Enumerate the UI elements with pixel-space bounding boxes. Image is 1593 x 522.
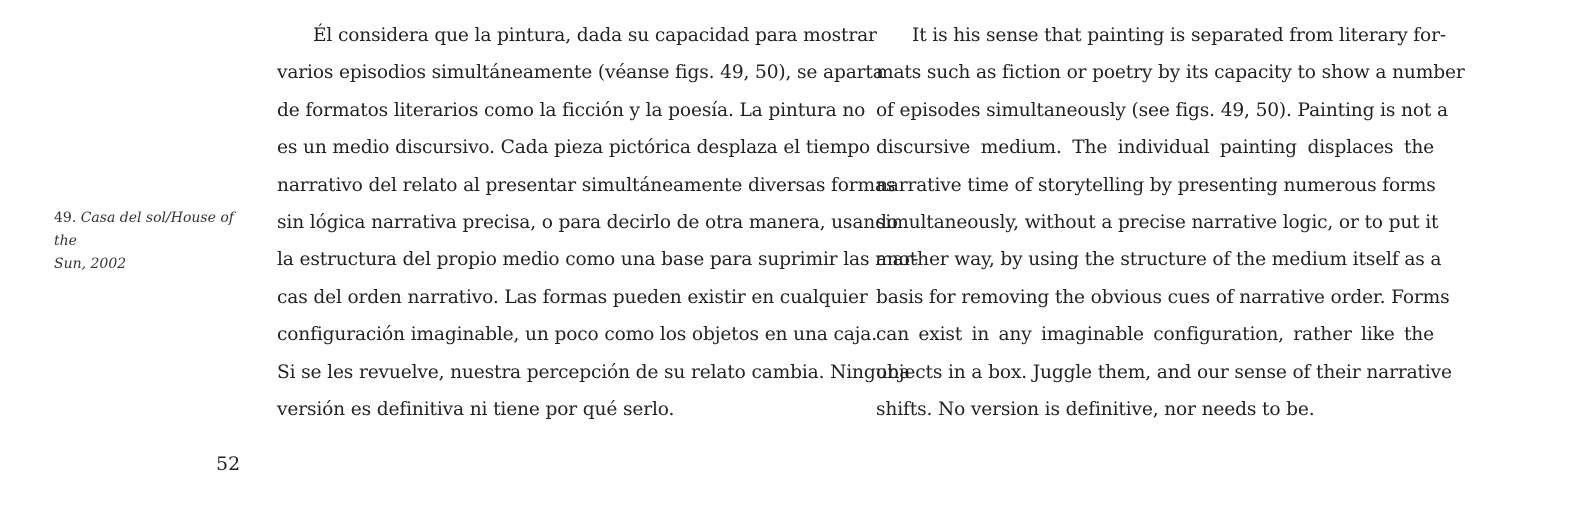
spanish-line: la estructura del propio medio como una base para suprimir las mar- [277, 249, 919, 271]
spanish-line: de formatos literarios como la ficción y la poesía. La pintura no [277, 99, 866, 121]
english-line: objects in a box. Juggle them, and our sense of their narrative [876, 361, 1452, 383]
english-line: narrative time of storytelling by presenting numerous forms [876, 174, 1436, 196]
english-line: can exist in any imaginable configuration, rather like the [876, 324, 1434, 346]
spanish-line: Si se les revuelve, nuestra percepción de su relato cambia. Ninguna [277, 361, 911, 383]
spanish-paragraph [277, 17, 919, 428]
page-number: 52 [216, 453, 241, 475]
english-line: basis for removing the obvious cues of narrative order. Forms [876, 286, 1450, 308]
english-line: It is his sense that painting is separated from literary for- [912, 25, 1446, 46]
caption-figure-number: 49. [54, 210, 77, 226]
caption-title-line-1: Casa del sol/House of the [54, 210, 234, 249]
spanish-line: narrativo del relato al presentar simultáneamente diversas formas [277, 174, 896, 196]
spanish-line: configuración imaginable, un poco como los objetos en una caja. [277, 324, 877, 346]
spanish-line: Él considera que la pintura, dada su capacidad para mostrar [313, 25, 877, 46]
english-line: another way, by using the structure of the medium itself as a [876, 249, 1442, 271]
figure-caption [54, 207, 254, 276]
spanish-line: varios episodios simultáneamente (véanse figs. 49, 50), se aparta [277, 62, 884, 84]
caption-line-1 [54, 207, 254, 253]
english-line: of episodes simultaneously (see figs. 49, 50). Painting is not a [876, 99, 1448, 121]
spanish-line: versión es definitiva ni tiene por qué serlo. [277, 398, 675, 420]
spanish-line: sin lógica narrativa precisa, o para decirlo de otra manera, usando [277, 211, 898, 233]
caption-title-line-2: Sun, 2002 [54, 256, 127, 272]
english-line: mats such as fiction or poetry by its capacity to show a number [876, 62, 1465, 84]
english-line: simultaneously, without a precise narrative logic, or to put it [876, 211, 1439, 233]
spanish-line: cas del orden narrativo. Las formas pueden existir en cualquier [277, 286, 868, 308]
english-paragraph [876, 17, 1465, 428]
english-line: shifts. No version is definitive, nor needs to be. [876, 398, 1315, 420]
english-line: discursive medium. The individual painting displaces the [876, 137, 1434, 159]
spanish-line: es un medio discursivo. Cada pieza pictórica desplaza el tiempo [277, 137, 871, 159]
